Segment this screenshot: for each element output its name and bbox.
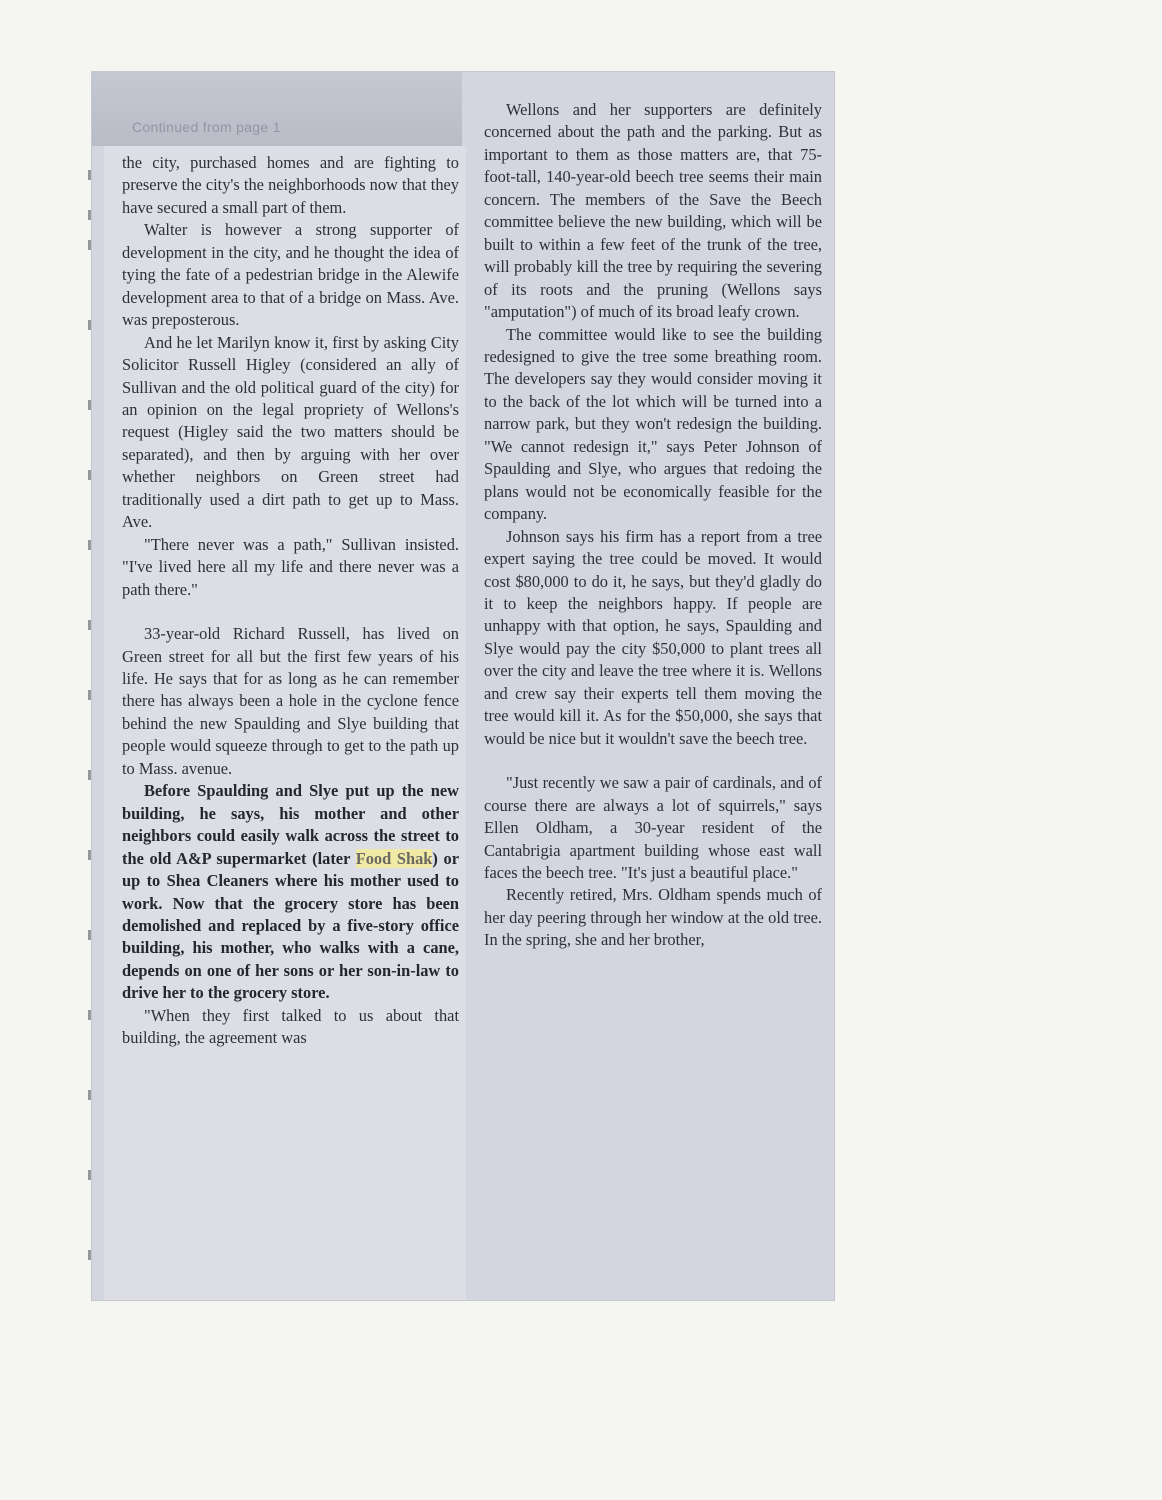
paragraph-text: ) or up to Shea Cleaners where his mother used to work. Now that the grocery store has been demolished and replaced by a five-story office building, his mother, who walks with a cane, depends on one of her sons or her son-in-law to drive her to the grocery store. (122, 848, 459, 1003)
newspaper-clipping (92, 72, 834, 1300)
paragraph: Walter is however a strong supporter of development in the city, and he thought the idea of tying the fate of a pedestrian bridge in the Alewife development area to that of a bridge on Mass. Ave. was preposterous. (122, 220, 459, 330)
paragraph-text: Before Spaulding and Slye put up the new building, he says, his mother and other neighbors could easily walk across the street to the old A&P supermarket (later (122, 781, 459, 868)
paragraph: 33-year-old Richard Russell, has lived on Green street for all but the first few years of his life. He says that for as long as he can remember there has always been a hole in the cyclone fence behind the new Spaulding and Slye building that people would squeeze through to get to the path up to Mass. avenue. (122, 624, 459, 778)
paragraph: "Just recently we saw a pair of cardinals, and of course there are always a lot of squirrels," says Ellen Oldham, a 30-year resident of the Cantabrigia apartment building whose east wall faces the beech tree. "It's just a beautiful place." (484, 773, 822, 882)
highlighted-text: Food Shak (355, 848, 433, 868)
header-strip (92, 72, 462, 146)
paragraph: The committee would like to see the building redesigned to give the tree some breathing room. The developers say they would consider moving it to the back of the lot which will be turned into a narrow park, but they won't redesign the building. "We cannot redesign it," says Peter Johnson of Spaulding and Slye, who argues that redoing the plans would not be economically feasible for the company. (484, 324, 822, 524)
right-column (484, 99, 822, 952)
paragraph: Recently retired, Mrs. Oldham spends much of her day peering through her window at the old tree. In the spring, she and her brother, (484, 885, 822, 950)
paragraph: Johnson says his firm has a report from a tree expert saying the tree could be moved. It would cost $80,000 to do it, he says, but they'd gladly do it to keep the neighbors happy. If people are unhappy with that option, he says, Spaulding and Slye would pay the city $50,000 to plant trees all over the city and leave the tree where it is. Wellons and crew say their experts tell them moving the tree would kill it. As for the $50,000, she says that would be nice but it wouldn't save the beech tree. (484, 526, 822, 748)
paragraph: Wellons and her supporters are definitely concerned about the path and the parking. But as important to them as those matters are, that 75-foot-tall, 140-year-old beech tree seems their main concern. The members of the Save the Beech committee believe the new building, which will be built to within a few feet of the trunk of the tree, will probably kill the tree by requiring the severing of its roots and the pruning (Wellons says "amputation") of much of its broad leafy crown. (484, 100, 822, 322)
continued-from-label: Continued from page 1 (132, 119, 281, 135)
paragraph: And he let Marilyn know it, first by asking City Solicitor Russell Higley (considered an ally of Sullivan and the old political guard of the city) for an opinion on the legal propriety of Wellons's request (Higley said the two matters should be separated), and then by arguing with her over whether neighbors on Green street had traditionally used a dirt path to get up to Mass. Ave. (122, 332, 459, 532)
paragraph: the city, purchased homes and are fighting to preserve the city's the neighborhoods now that they have secured a small part of them. (122, 153, 459, 217)
left-column (122, 152, 459, 1050)
paragraph-bold (122, 780, 459, 1005)
paragraph: "There never was a path," Sullivan insisted. "I've lived here all my life and there never was a path there." (122, 534, 459, 599)
paragraph: "When they first talked to us about that building, the agreement was (122, 1005, 459, 1048)
